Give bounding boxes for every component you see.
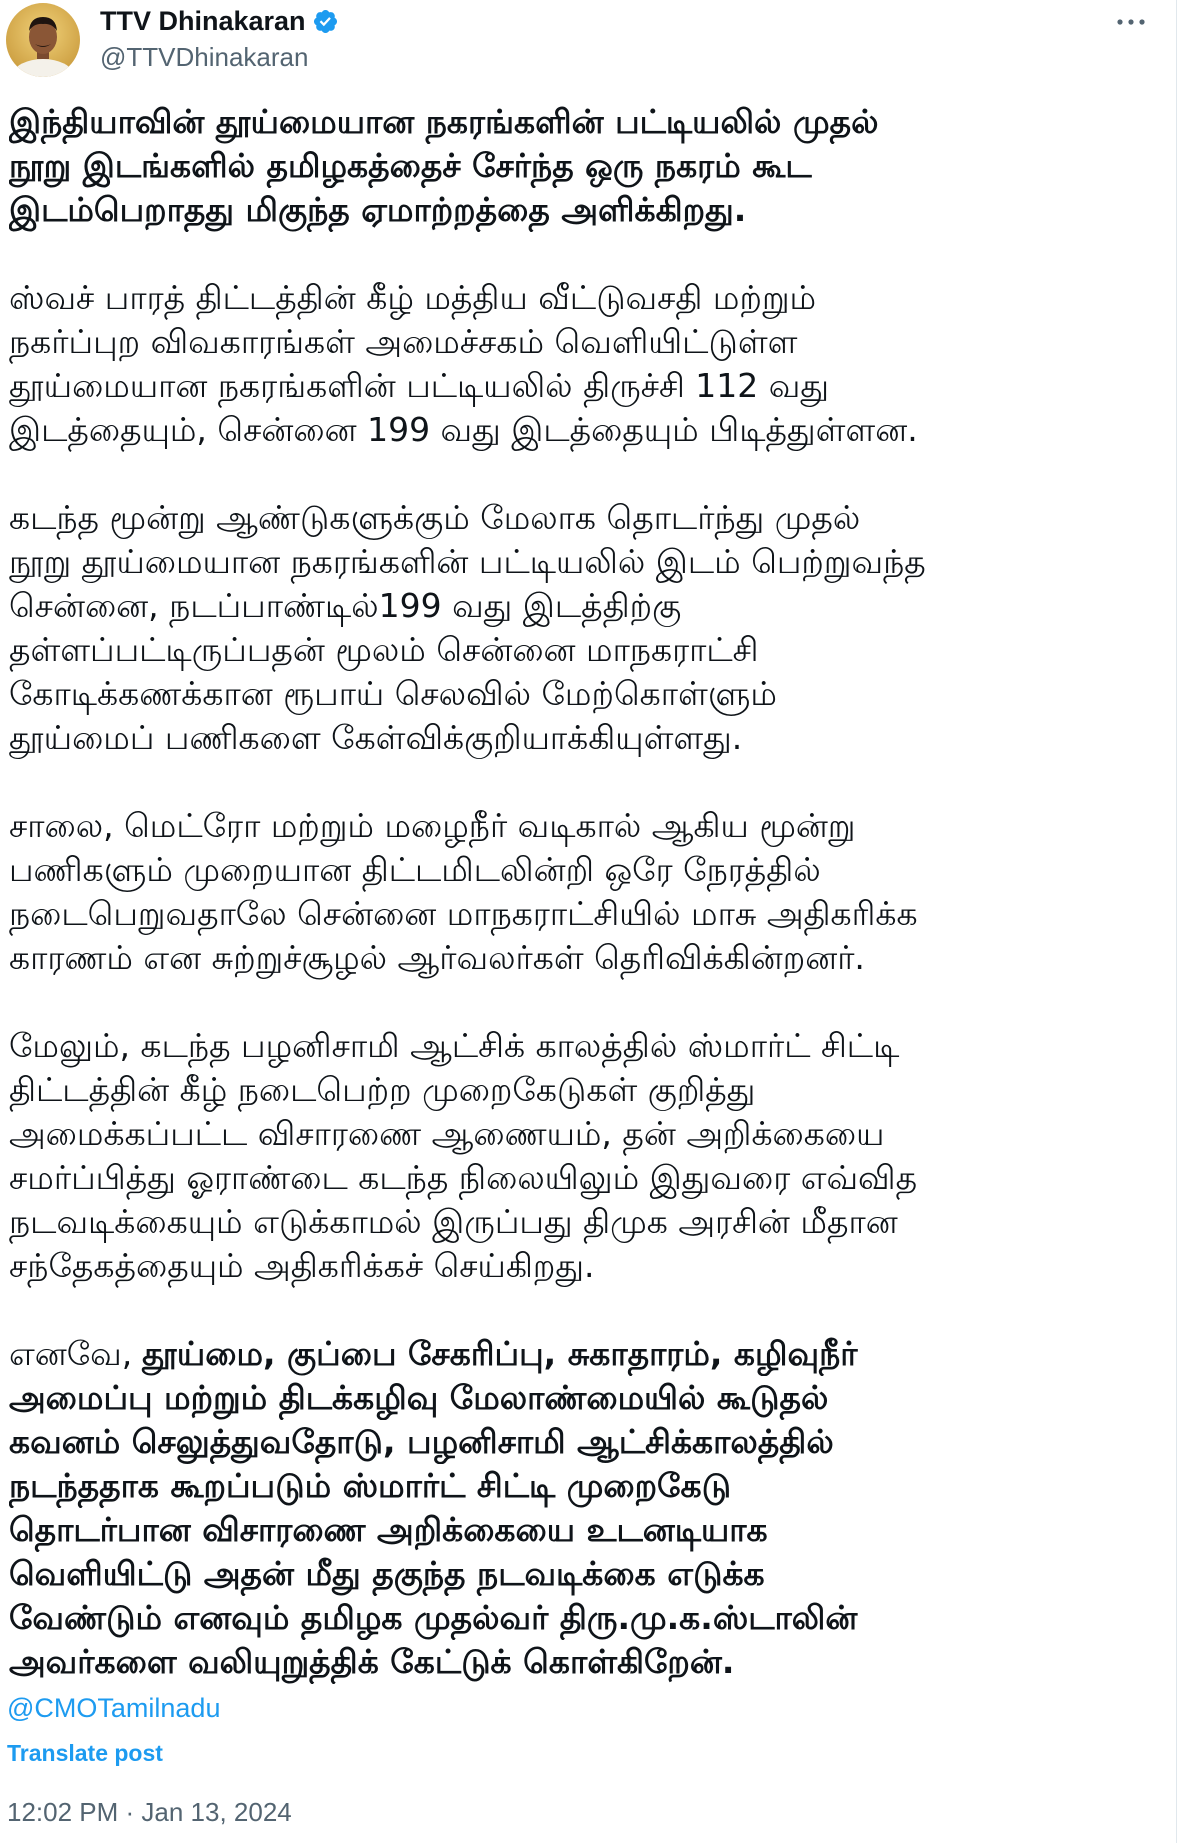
paragraph-lead-word: எனவே, xyxy=(9,1334,133,1373)
tweet-paragraph xyxy=(9,1024,1169,1288)
author-name-row xyxy=(100,4,339,38)
text-line-bold: தூய்மை, குப்பை சேகரிப்பு, சுகாதாரம், கழிவுநீர் xyxy=(142,1334,858,1373)
right-divider xyxy=(1176,0,1177,1843)
author-handle[interactable]: @TTVDhinakaran xyxy=(100,42,309,72)
text-line: கோடிக்கணக்கான ரூபாய் செலவில் மேற்கொள்ளும் xyxy=(9,674,777,713)
text-line: இந்தியாவின் தூய்மையான நகரங்களின் பட்டியலில் முதல் xyxy=(9,102,879,141)
text-line: நூறு தூய்மையான நகரங்களின் பட்டியலில் இடம் பெற்றுவந்த xyxy=(9,542,926,581)
text-line: சமர்ப்பித்து ஓராண்டை கடந்த நிலையிலும் இதுவரை எவ்வித xyxy=(9,1158,918,1197)
tweet-paragraph xyxy=(9,1332,1169,1684)
text-line: கவனம் செலுத்துவதோடு, பழனிசாமி ஆட்சிக்காலத்தில் xyxy=(9,1422,834,1461)
text-line: திட்டத்தின் கீழ் நடைபெற்ற முறைகேடுகள் குறித்து xyxy=(9,1070,756,1109)
text-line: மேலும், கடந்த பழனிசாமி ஆட்சிக் காலத்தில் ஸ்மார்ட் சிட்டி xyxy=(9,1026,900,1065)
mention-link[interactable]: @CMOTamilnadu xyxy=(7,1693,221,1723)
text-line: அவர்களை வலியுறுத்திக் கேட்டுக் கொள்கிறேன். xyxy=(9,1642,735,1681)
text-line: நூறு இடங்களில் தமிழகத்தைச் சேர்ந்த ஒரு நகரம் கூட xyxy=(9,146,812,185)
text-line: தொடர்பான விசாரணை அறிக்கையை உடனடியாக xyxy=(9,1510,768,1549)
avatar[interactable] xyxy=(6,3,80,77)
text-line: இடம்பெறாதது மிகுந்த ஏமாற்றத்தை அளிக்கிறது. xyxy=(9,190,747,229)
tweet-text xyxy=(9,100,1169,1684)
text-line: அமைக்கப்பட்ட விசாரணை ஆணையம், தன் அறிக்கையை xyxy=(9,1114,885,1153)
text-line: அமைப்பு மற்றும் திடக்கழிவு மேலாண்மையில் கூடுதல் xyxy=(9,1378,829,1417)
text-line: தள்ளப்பட்டிருப்பதன் மூலம் சென்னை மாநகராட்சி xyxy=(9,630,759,669)
tweet-paragraph xyxy=(9,804,1169,980)
text-line: தூய்மைப் பணிகளை கேள்விக்குறியாக்கியுள்ளது. xyxy=(9,718,743,757)
text-line: கடந்த மூன்று ஆண்டுகளுக்கும் மேலாக தொடர்ந்து முதல் xyxy=(9,498,861,537)
post-timestamp[interactable]: 12:02 PM · Jan 13, 2024 xyxy=(7,1797,292,1827)
more-options-icon[interactable] xyxy=(1112,8,1150,36)
text-line: காரணம் என சுற்றுச்சூழல் ஆர்வலர்கள் தெரிவிக்கின்றனர். xyxy=(9,938,865,977)
text-line: இடத்தையும், சென்னை 199 வது இடத்தையும் பிடித்துள்ளன. xyxy=(9,410,918,449)
text-line xyxy=(9,1332,1169,1376)
verified-badge-icon xyxy=(312,8,339,35)
author-display-name[interactable]: TTV Dhinakaran xyxy=(100,6,306,36)
tweet-paragraph xyxy=(9,496,1169,760)
tweet-paragraph xyxy=(9,276,1169,452)
avatar-photo xyxy=(6,3,80,77)
text-line: தூய்மையான நகரங்களின் பட்டியலில் திருச்சி 112 வது xyxy=(9,366,829,405)
text-line: நடைபெறுவதாலே சென்னை மாநகராட்சியில் மாசு அதிகரிக்க xyxy=(9,894,918,933)
text-line: வெளியிட்டு அதன் மீது தகுந்த நடவடிக்கை எடுக்க xyxy=(9,1554,765,1593)
text-line: நடந்ததாக கூறப்படும் ஸ்மார்ட் சிட்டி முறைகேடு xyxy=(9,1466,732,1505)
text-line: நடவடிக்கையும் எடுக்காமல் இருப்பது திமுக அரசின் மீதான xyxy=(9,1202,898,1241)
tweet-paragraph xyxy=(9,100,1169,232)
text-line: சந்தேகத்தையும் அதிகரிக்கச் செய்கிறது. xyxy=(9,1246,595,1285)
text-line: சென்னை, நடப்பாண்டில்199 வது இடத்திற்கு xyxy=(9,586,682,625)
text-line: வேண்டும் எனவும் தமிழக முதல்வர் திரு.மு.க.ஸ்டாலின் xyxy=(9,1598,858,1637)
text-line: சாலை, மெட்ரோ மற்றும் மழைநீர் வடிகால் ஆகிய மூன்று xyxy=(9,806,856,845)
text-line: பணிகளும் முறையான திட்டமிடலின்றி ஒரே நேரத்தில் xyxy=(9,850,821,889)
text-line: நகர்ப்புற விவகாரங்கள் அமைச்சகம் வெளியிட்டுள்ள xyxy=(9,322,798,361)
translate-post-link[interactable]: Translate post xyxy=(7,1740,163,1766)
text-line: ஸ்வச் பாரத் திட்டத்தின் கீழ் மத்திய வீட்டுவசதி மற்றும் xyxy=(9,278,817,317)
